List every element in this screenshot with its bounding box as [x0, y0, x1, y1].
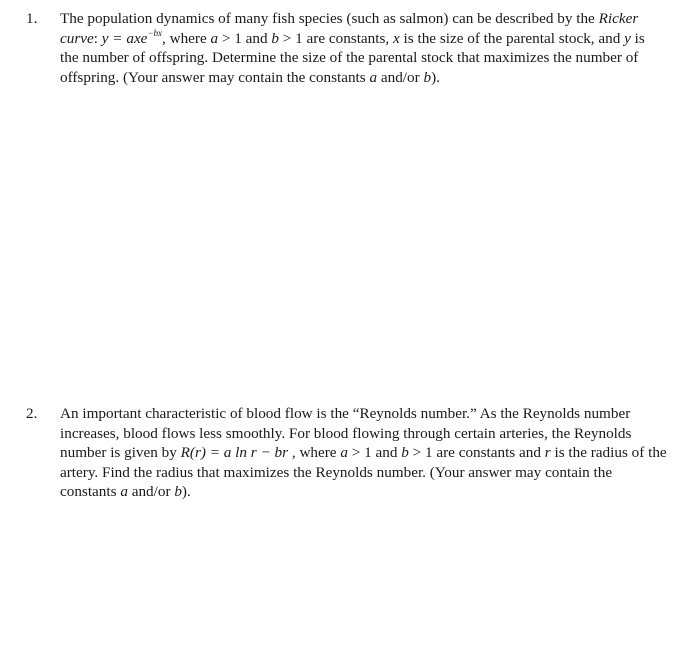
problem-number: 2. — [26, 405, 38, 422]
problem-text — [60, 9, 675, 87]
text-line — [60, 68, 675, 88]
variable: a — [369, 68, 378, 86]
variable: b — [401, 444, 409, 461]
text-line: artery. Find the radius that maximizes the Reynolds number. (Your answer may contain the — [60, 463, 613, 481]
text-line: An important characteristic of blood flow is the “Reynolds number.” As the Reynolds number — [60, 405, 631, 422]
text-segment: is — [630, 29, 645, 47]
variable: x — [393, 29, 400, 47]
text-segment: constants — [60, 483, 121, 500]
variable: a — [210, 29, 219, 47]
text-segment: The population dynamics of many fish species (such as salmon) can be described by the — [60, 10, 599, 27]
reynolds-equation: R(r) = a ln r − br — [180, 444, 289, 461]
italic-term: Ricker — [598, 10, 639, 27]
equation-exponent: −bx — [147, 27, 163, 38]
text-segment: > 1 are constants and — [408, 444, 545, 461]
text-line: the number of offspring. Determine the size of the parental stock that maximizes the number of — [60, 49, 639, 66]
text-segment: , where — [162, 29, 211, 47]
text-line — [60, 29, 675, 49]
problem-number: 1. — [26, 10, 38, 27]
text-segment: > 1 and — [218, 29, 272, 47]
text-segment: is the size of the parental stock, and — [399, 29, 625, 47]
text-segment: and/or — [127, 483, 175, 500]
text-line — [60, 443, 675, 463]
text-segment: ). — [431, 68, 440, 86]
italic-term: curve — [60, 29, 94, 47]
text-line — [60, 482, 675, 502]
ricker-equation: y = axe — [101, 29, 148, 47]
text-segment: , where — [288, 444, 341, 461]
text-segment: and/or — [377, 68, 424, 86]
text-segment: : — [93, 29, 102, 47]
text-segment: ). — [181, 483, 191, 500]
text-segment: > 1 and — [347, 444, 402, 461]
text-segment: offspring. (Your answer may contain the constants — [60, 68, 370, 86]
variable: y — [624, 29, 631, 47]
variable: a — [340, 444, 348, 461]
variable: b — [271, 29, 279, 47]
variable: a — [120, 483, 128, 500]
text-segment: is the radius of the — [550, 444, 667, 461]
variable: b — [423, 68, 432, 86]
text-segment: number is given by — [60, 444, 181, 461]
text-line — [60, 9, 675, 29]
variable: b — [174, 483, 182, 500]
text-line: increases, blood flows less smoothly. For blood flowing through certain arteries, the Reynolds — [60, 424, 632, 442]
text-segment: > 1 are constants, — [278, 29, 393, 47]
problem-text — [60, 404, 675, 502]
variable: r — [544, 444, 551, 461]
